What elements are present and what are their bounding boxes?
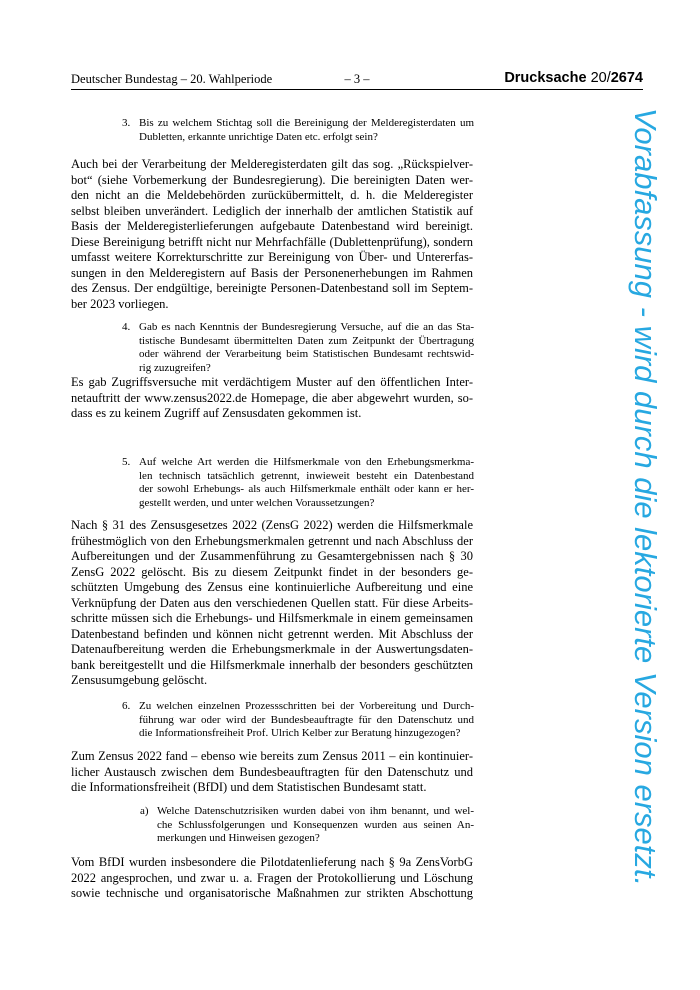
question-number: 4.: [122, 321, 131, 333]
question-line: len technisch tatsächlich getrennt, inwieweit besteht ein Datenbestand: [139, 469, 474, 482]
answer-line: umfasst weitere Korrekturschritte zur Bereinigung von Über- und Untererfas-: [71, 250, 473, 264]
page-number: – 3 –: [344, 72, 370, 86]
answer-line: Datenaufbereitung werden die Erhebungsmerkmale in der Auswertungsdaten-: [71, 642, 473, 656]
question-line: Dubletten, erkannte unrichtige Daten etc. erfolgt sein?: [139, 130, 378, 143]
question-number: 3.: [122, 117, 131, 129]
page-header: [71, 70, 643, 90]
answer-line: Vom BfDI wurden insbesondere die Pilotdatenlieferung nach § 9a ZensVorbG: [71, 855, 473, 869]
answer-3: [71, 157, 473, 312]
answer-line: ber 2023 vorliegen.: [71, 296, 169, 311]
answer-line: 2022 angesprochen, und zwar u. a. Fragen der Protokollierung und Löschung: [71, 870, 473, 885]
question-line: Bis zu welchem Stichtag soll die Bereinigung der Melderegisterdaten um: [139, 117, 474, 129]
document-number-prefix: 20/: [590, 70, 611, 86]
document-number-suffix: 2674: [610, 70, 643, 86]
answer-line: sungen in den Melderegistern auf Basis der Personenerhebungen im Rahmen: [71, 265, 473, 280]
answer-line: licher Austausch zwischen dem Bundesbeauftragten für den Datenschutz und: [71, 764, 473, 779]
draft-watermark: [615, 107, 675, 887]
answer-line: ZensG 2022 gelöscht. Bis zu diesem Zeitpunkt findet in der besonders ge-: [71, 564, 473, 579]
answer-6: [71, 749, 473, 796]
answer-line: Nach § 31 des Zensusgesetzes 2022 (ZensG 2022) werden die Hilfsmerkmale: [71, 518, 473, 532]
answer-line: Aufbereitungen und der Zusammenführung zu Gesamtergebnissen nach § 30: [71, 549, 473, 563]
question-line: Auf welche Art werden die Hilfsmerkmale von den Erhebungsmerkma-: [139, 456, 474, 468]
question-number: a): [140, 805, 149, 817]
question-number: 6.: [122, 700, 131, 712]
answer-line: schützten Umgebung des Zensus eine kontinuierliche Aufbereitung und eine: [71, 580, 473, 594]
answer-line: bot“ (siehe Vorbemerkung der Bundesregierung). Die bereinigten Daten wer-: [71, 172, 473, 187]
answer-line: Auch bei der Verarbeitung der Melderegisterdaten gilt das sog. „Rückspielver-: [71, 157, 473, 171]
question-line: rig zuzugreifen?: [139, 361, 211, 374]
answer-line: Zensusumgebung gelöscht.: [71, 673, 208, 687]
answer-line: Datenbestand befinden und können nicht getrennt werden. Mit Abschluss der: [71, 626, 473, 641]
answer-line: sowie technische und organisatorische Maßnahmen zur strikten Abschottung: [71, 886, 473, 900]
answer-line: die Informationsfreiheit (BfDI) und dem Statistischen Bundesamt statt.: [71, 780, 427, 794]
answer-line: Diese Bereinigung betrifft nicht nur Mehrfachfälle (Dublettenprüfung), sondern: [71, 234, 473, 249]
answer-line: frühestmöglich von den Erhebungsmerkmalen getrennt und nach Abschluss der: [71, 533, 473, 548]
answer-line: den nicht an die Meldebehörden zurückübermittelt, d. h. die Melderegister: [71, 188, 473, 202]
answer-line: bank bereitgestellt und die Hilfsmerkmale innerhalb der besonders geschützten: [71, 657, 473, 672]
question-line: Gab es nach Kenntnis der Bundesregierung Versuche, auf die an das Sta-: [139, 321, 474, 333]
question-line: tistische Bundesamt übermittelten Daten zum Zeitpunkt der Übertragung: [139, 334, 474, 347]
answer-line: Es gab Zugriffsversuche mit verdächtigem Muster auf den öffentlichen Inter-: [71, 375, 473, 389]
answer-line: des Zensus. Der endgültige, bereinigte Personen-Datenbestand soll im Septem-: [71, 281, 473, 295]
question-line: Welche Datenschutzrisiken wurden dabei von ihm benannt, und wel-: [157, 805, 474, 817]
header-parliament-term: Deutscher Bundestag – 20. Wahlperiode: [71, 72, 273, 86]
question-line: merkungen und Hinweisen gezogen?: [157, 832, 320, 844]
question-line: Zu welchen einzelnen Prozessschritten bei der Vorbereitung und Durch-: [139, 700, 474, 712]
answer-line: schritte müssen sich die Erhebungs- und Hilfsmerkmale in einem gemeinsamen: [71, 611, 473, 625]
question-line: führung war oder wird der Bundesbeauftragte für den Datenschutz und: [139, 713, 474, 726]
question-line: der sowohl Erhebungs- als auch Hilfsmerkmale enthält oder kann er her-: [139, 483, 474, 495]
document-number: [504, 70, 643, 86]
answer-line: netauftritt der www.zensus2022.de Homepage, die aber abgewehrt wurden, so-: [71, 390, 473, 405]
question-line: oder während der Verarbeitung beim Statistischen Bundesamt rechtswid-: [139, 348, 474, 360]
answer-6a: [71, 855, 473, 902]
answer-4: [71, 375, 473, 422]
question-line: che Schlussfolgerungen und Konsequenzen wurden aus seinen An-: [157, 818, 474, 831]
document-label: Drucksache: [504, 70, 587, 86]
answer-line: selbst bleiben unverändert. Lediglich der innerhalb der amtlichen Statistik auf: [71, 203, 473, 218]
question-line: die Informationsfreiheit Prof. Ulrich Kelber zur Beratung hinzugezogen?: [139, 727, 461, 739]
watermark-text: Vorabfassung - wird durch die lektorierte Version ersetzt.: [628, 107, 663, 887]
answer-line: Basis der Melderegisterlieferungen aufgebaute Datenbestand wird bereinigt.: [71, 219, 473, 233]
question-line: gestellt werden, und unter welchen Voraussetzungen?: [139, 496, 375, 509]
answer-line: dass es zu keinem Zugriff auf Zensusdaten gekommen ist.: [71, 406, 362, 420]
answer-line: Verknüpfung der Daten aus den verschiedenen Quellen statt. Für diese Arbeits-: [71, 595, 473, 610]
answer-line: Zum Zensus 2022 fand – ebenso wie bereits zum Zensus 2011 – ein kontinuier-: [71, 749, 473, 763]
header-rule: [71, 89, 643, 90]
answer-5: [71, 518, 473, 689]
question-number: 5.: [122, 456, 131, 468]
